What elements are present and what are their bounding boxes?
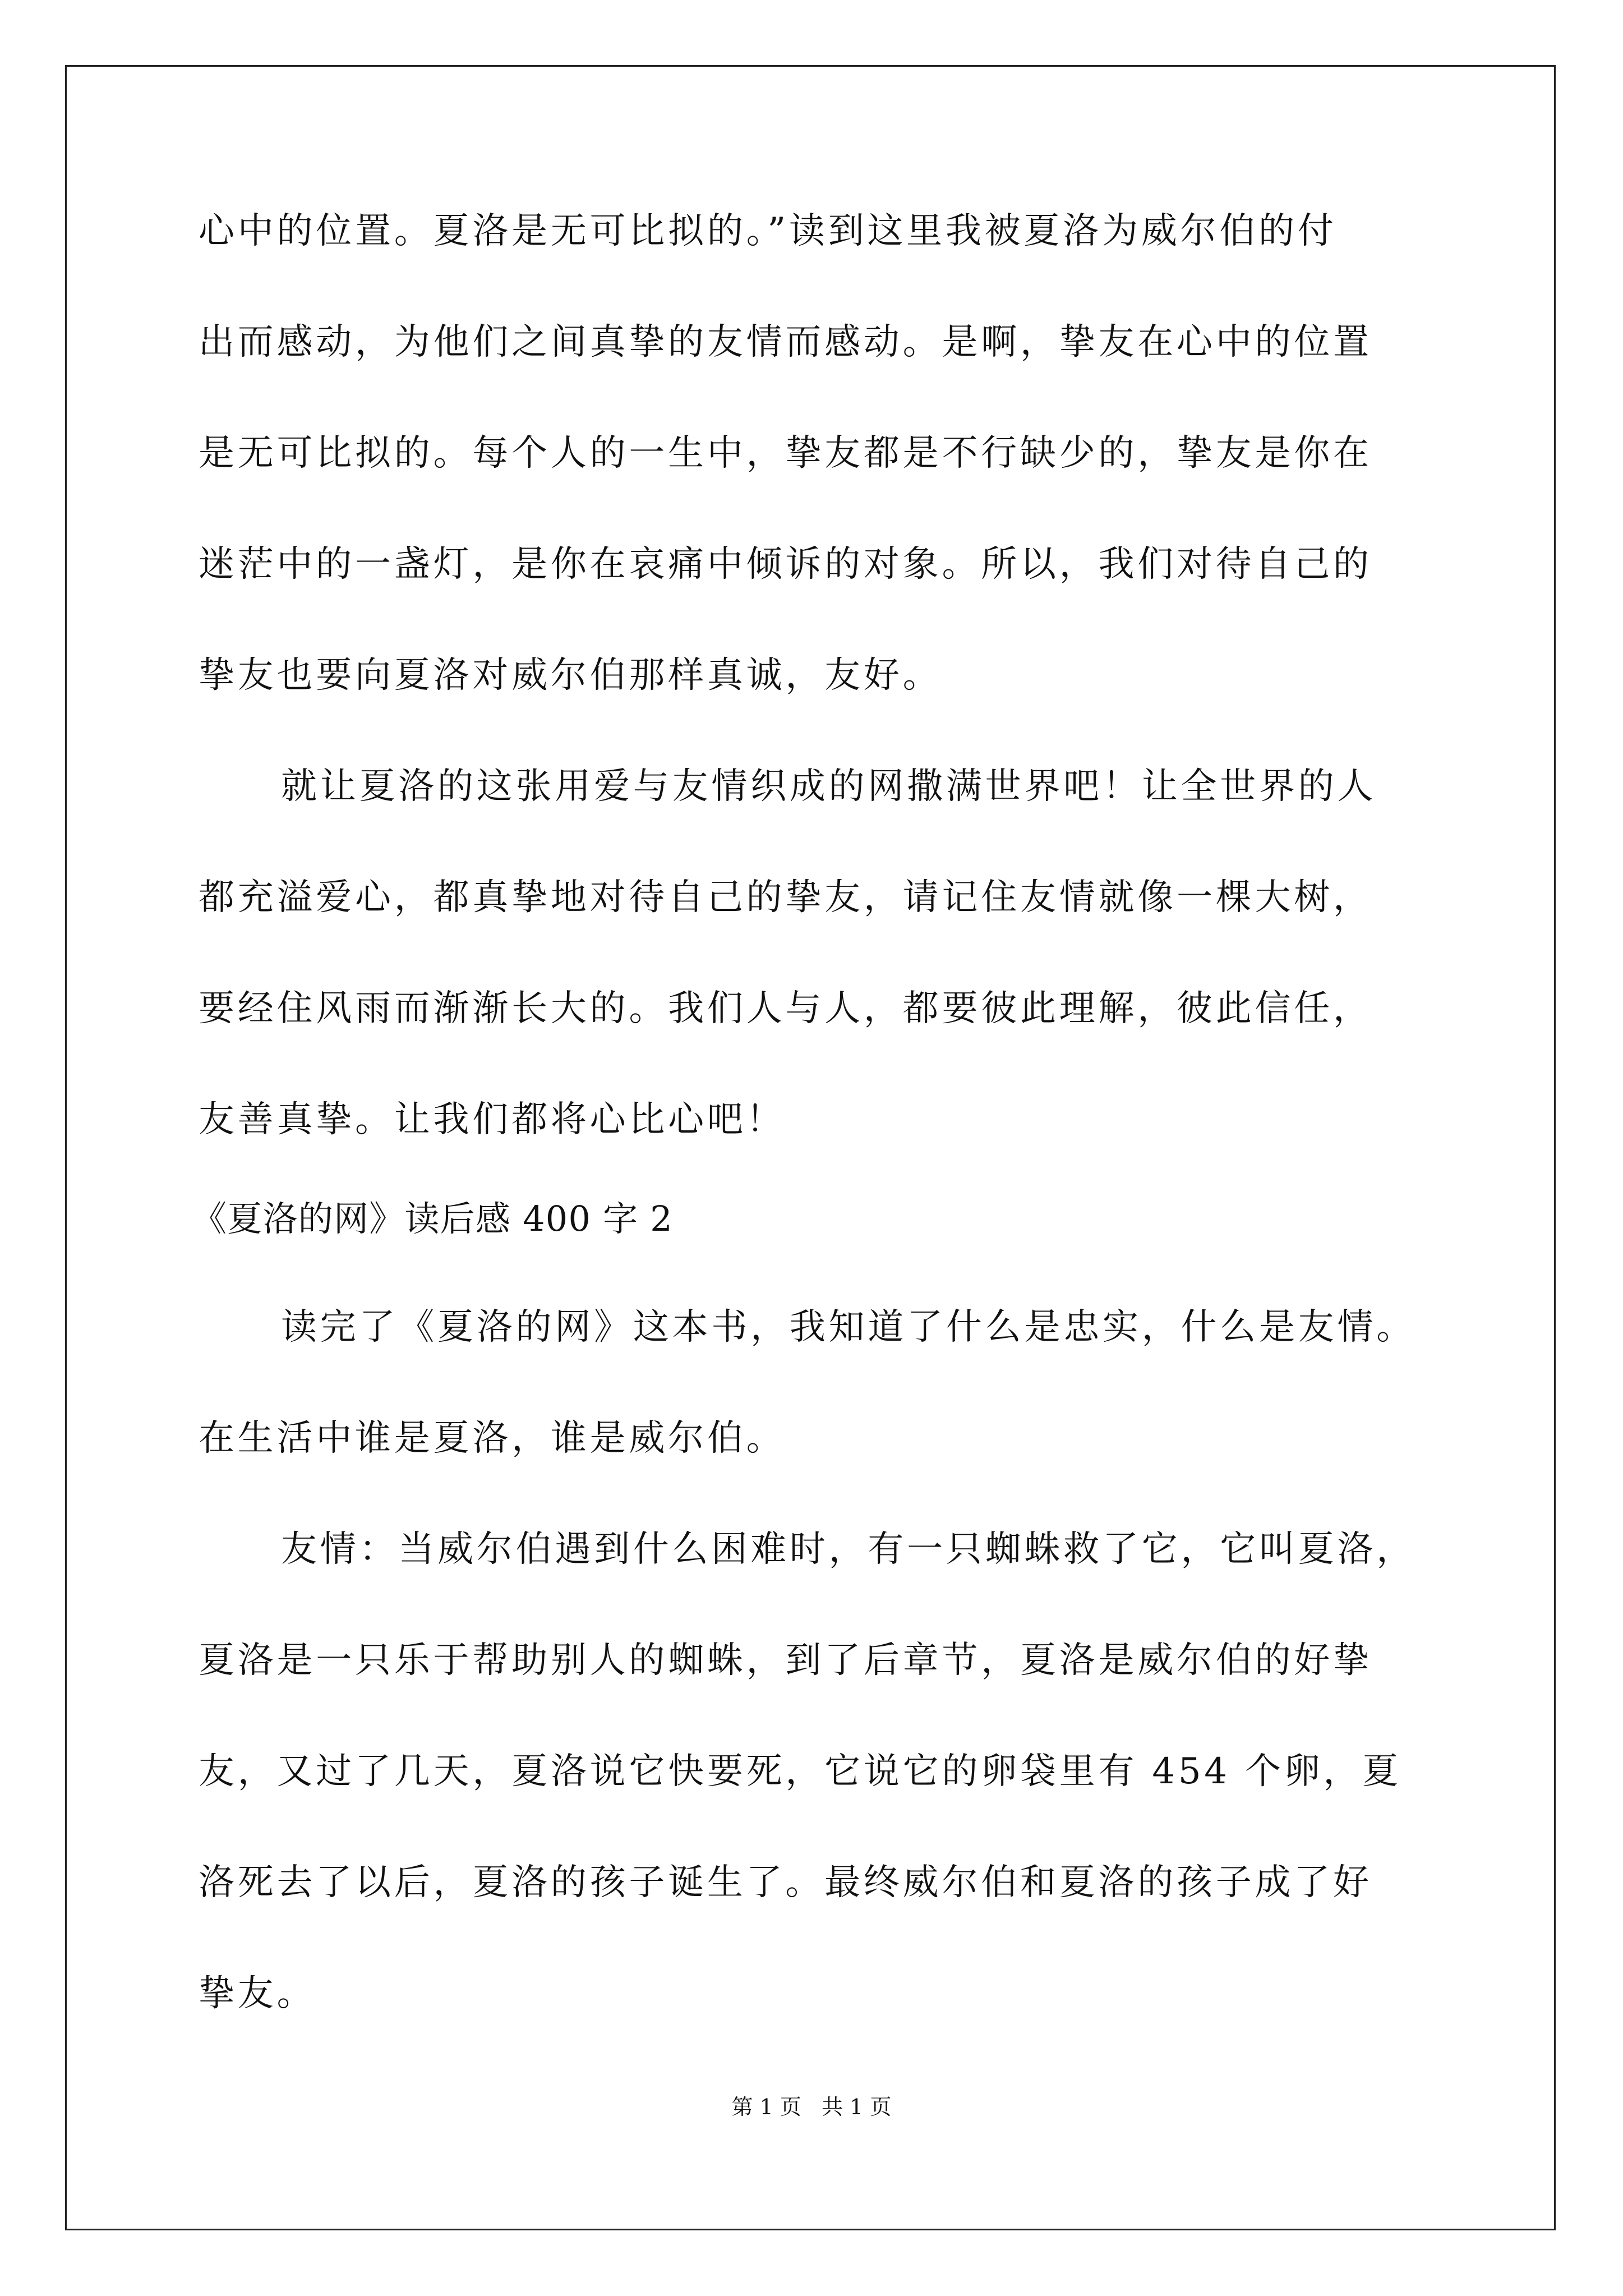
paragraph-2-line-4: 友善真挚。让我们都将心比心吧！ bbox=[199, 1099, 786, 1140]
paragraph-4-line-3: 友，又过了几天，夏洛说它快要死，它说它的卵袋里有 454 个卵，夏 bbox=[199, 1751, 1401, 1792]
paragraph-4-line-2: 夏洛是一只乐于帮助别人的蜘蛛，到了后章节，夏洛是威尔伯的好挚 bbox=[199, 1640, 1372, 1681]
paragraph-4-line-5: 挚友。 bbox=[199, 1973, 316, 2014]
paragraph-2-line-1: 就让夏洛的这张用爱与友情织成的网撒满世界吧！让全世界的人 bbox=[281, 766, 1377, 807]
paragraph-3-line-1: 读完了《夏洛的网》这本书，我知道了什么是忠实，什么是友情。 bbox=[281, 1306, 1416, 1348]
paragraph-4-line-4: 洛死去了以后，夏洛的孩子诞生了。最终威尔伯和夏洛的孩子成了好 bbox=[199, 1862, 1372, 1903]
paragraph-3-line-2: 在生活中谁是夏洛，谁是威尔伯。 bbox=[199, 1418, 786, 1459]
paragraph-1-line-5: 挚友也要向夏洛对威尔伯那样真诚，友好。 bbox=[199, 655, 942, 696]
paragraph-2-line-3: 要经住风雨而渐渐长大的。我们人与人，都要彼此理解，彼此信任， bbox=[199, 988, 1372, 1029]
paragraph-1-line-4: 迷茫中的一盏灯，是你在哀痛中倾诉的对象。所以，我们对待自己的 bbox=[199, 544, 1372, 585]
page-number-footer: 第 1 页 共 1 页 bbox=[731, 2095, 892, 2119]
paragraph-1-line-3: 是无可比拟的。每个人的一生中，挚友都是不行缺少的，挚友是你在 bbox=[199, 432, 1372, 474]
page-border bbox=[65, 65, 1556, 2230]
paragraph-4-line-1: 友情：当威尔伯遇到什么困难时，有一只蜘蛛救了它，它叫夏洛， bbox=[281, 1529, 1416, 1570]
paragraph-1-line-1: 心中的位置。夏洛是无可比拟的。”读到这里我被夏洛为威尔伯的付 bbox=[199, 210, 1337, 252]
paragraph-2-line-2: 都充溢爱心，都真挚地对待自己的挚友，请记住友情就像一棵大树， bbox=[199, 877, 1372, 918]
section-heading: 《夏洛的网》读后感 400 字 2 bbox=[192, 1198, 673, 1239]
paragraph-1-line-2: 出而感动，为他们之间真挚的友情而感动。是啊，挚友在心中的位置 bbox=[199, 321, 1372, 363]
